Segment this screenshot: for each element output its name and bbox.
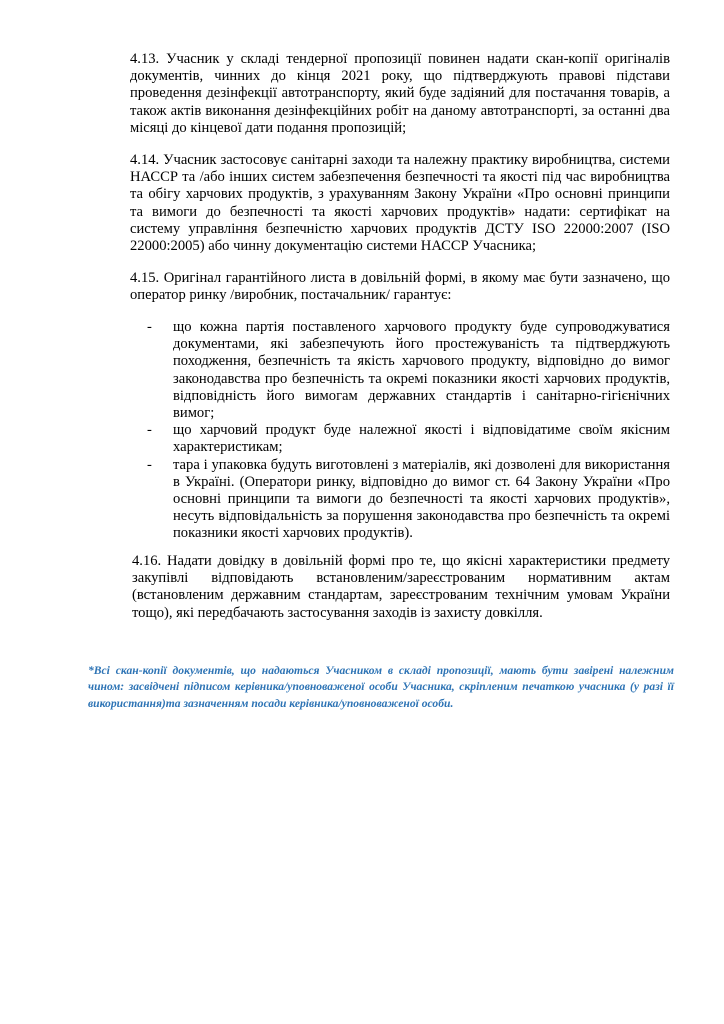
paragraph-4-13: 4.13. Учасник у складі тендерної пропозиції повинен надати скан-копії оригіналів документів, чинних до кінця 2021 року, що підтверджують правові підстави проведення дезінфекції автотранспорту, який буде задіяний для постачання товарів, а також актів виконання дезінфекційних робіт на даному автотранспорті, за останні два місяці до кінцевої дати подання пропозицій;	[130, 51, 670, 136]
paragraph-4-15: 4.15. Оригінал гарантійного листа в довільній формі, в якому має бути зазначено, що оператор ринку /виробник, постачальник/ гарантує:	[130, 270, 670, 304]
paragraph-4-16: 4.16. Надати довідку в довільній формі про те, що якісні характеристики предмету закупівлі відповідають встановленим/зареєстрованим нормативним актам (встановленим державним стандартам, зареєстрованим технічним умовам України тощо), які передбачають застосування заходів із захисту довкілля.	[132, 553, 670, 621]
list-bullet: -	[147, 319, 152, 335]
list-item	[147, 457, 670, 543]
list-item-text: що кожна партія поставленого харчового продукту буде супроводжуватися документами, які забезпечують його простежуваність та підтверджують походження, безпечність та якість харчового продукту, відповідно до вимог законодавства про безпечність та окремі показники якості харчових продуктів, відповідність його вимогам державних стандартів і санітарно-гігієнічних вимог;	[173, 319, 670, 422]
list-item	[147, 422, 670, 456]
paragraph-4-14: 4.14. Учасник застосовує санітарні заходи та належну практику виробництва, системи НАССР та /або інших систем забезпечення безпечності та якості під час виробництва та обігу харчових продуктів, з урахуванням Закону України «Про основні принципи та вимоги до безпечності та якості харчових продуктів» надати: сертифікат на систему управління безпечністю харчових продуктів ДСТУ ISO 22000:2007 (ISO 22000:2005) або чинну документацію системи НАССР Учасника;	[130, 152, 670, 255]
list-item	[147, 319, 670, 422]
list-bullet: -	[147, 422, 152, 439]
guarantee-list	[147, 319, 670, 543]
list-bullet: -	[147, 456, 152, 473]
list-item-text: що харчовий продукт буде належної якості і відповідатиме своїм якісним характеристикам;	[173, 422, 670, 456]
certification-note: *Всі скан-копії документів, що надаються Учасником в складі пропозиції, мають бути завірені належним чином: засвідчені підписом керівника/уповноваженої особи Учасника, скріпленим печаткою учасника (у разі її використання)та зазначенням посади керівника/уповноваженої особи.	[88, 664, 674, 710]
list-item-text: тара і упаковка будуть виготовлені з матеріалів, які дозволені для використання в Україні. (Оператори ринку, відповідно до вимог ст. 64 Закону України «Про основні принципи та вимоги до безпечності та якості харчових продуктів», несуть відповідальність за порушення законодавства про безпечність та окремі показники якості харчових продуктів).	[173, 456, 670, 542]
